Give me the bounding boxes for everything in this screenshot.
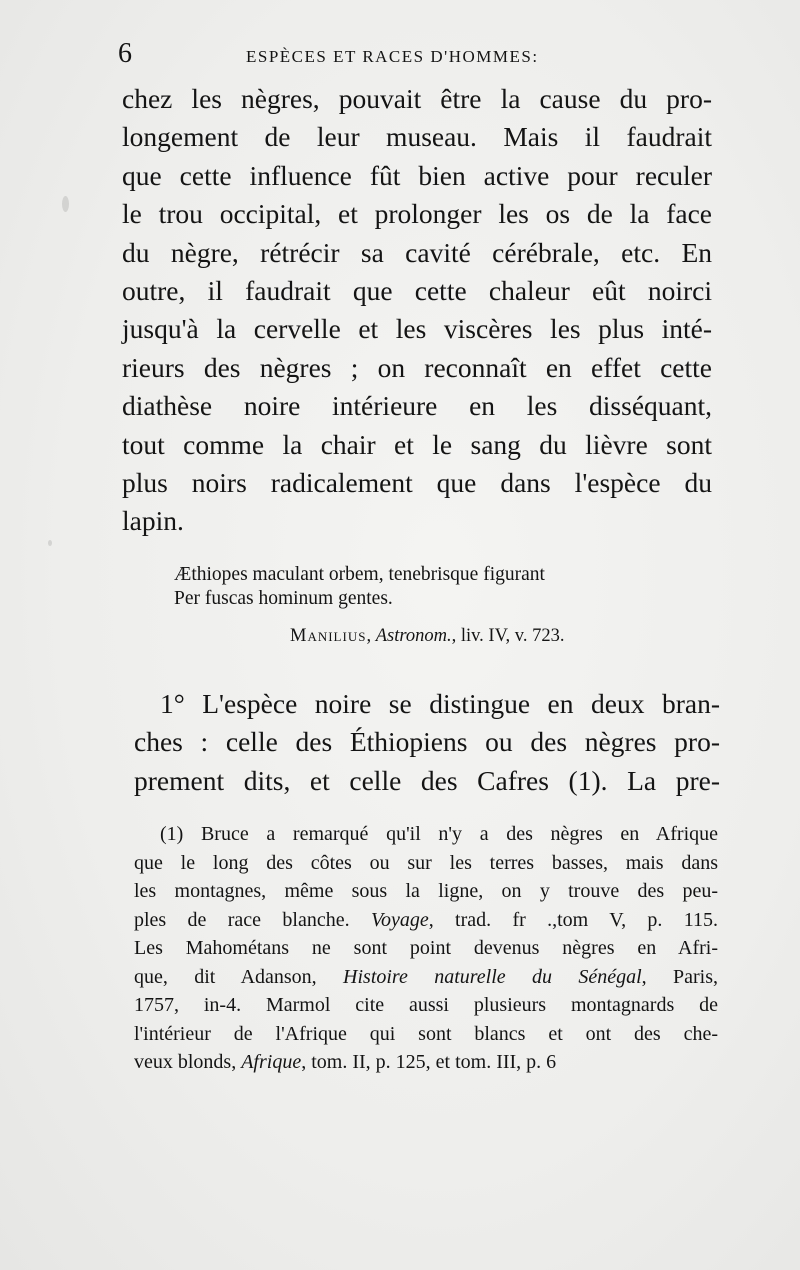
footnote-line: que le long des côtes ou sur les terres basses, mais dans bbox=[134, 851, 718, 874]
text-line: diathèse noire intérieure en les disséquant, bbox=[122, 390, 712, 422]
ink-spot bbox=[62, 196, 69, 212]
text-line: rieurs des nègres ; on reconnaît en effet cette bbox=[122, 351, 712, 383]
page-number: 6 bbox=[118, 38, 132, 69]
quote-line: Per fuscas hominum gentes. bbox=[174, 588, 393, 609]
text-line: prement dits, et celle des Cafres (1). La pre- bbox=[134, 764, 720, 796]
footnote-line bbox=[134, 906, 718, 935]
ink-spot bbox=[48, 540, 52, 546]
footnote-line: Les Mahométans ne sont point devenus nègres en Afri- bbox=[134, 937, 718, 959]
footnote bbox=[134, 820, 718, 1077]
quote-reference: liv. IV, v. 723. bbox=[460, 626, 565, 646]
text-line: outre, il faudrait que cette chaleur eût noirci bbox=[122, 274, 712, 306]
footnote-line: les montagnes, même sous la ligne, on y trouve des peu- bbox=[134, 880, 718, 902]
footnote-title: Histoire naturelle du Sénégal bbox=[343, 965, 642, 988]
text-line: longement de leur museau. Mais il faudrait bbox=[122, 121, 712, 153]
footnote-text: ples de race blanche. bbox=[134, 908, 350, 931]
text-line: 1° L'espèce noire se distingue en deux bran- bbox=[160, 688, 720, 719]
footnote-line: l'intérieur de l'Afrique qui sont blancs et ont des che- bbox=[134, 1022, 718, 1045]
footnote-title: Afrique bbox=[241, 1051, 302, 1073]
latin-quote bbox=[174, 563, 664, 611]
text-line: que cette influence fût bien active pour reculer bbox=[122, 159, 712, 191]
text-line: le trou occipital, et prolonger les os de la face bbox=[122, 198, 712, 230]
text-line: lapin. bbox=[122, 505, 184, 537]
footnote-line: 1757, in-4. Marmol cite aussi plusieurs montagnards de bbox=[134, 994, 718, 1016]
quote-attribution: Manilius, Astronom., liv. IV, v. 723. bbox=[290, 626, 565, 646]
quote-author: Manilius bbox=[290, 626, 367, 646]
text-line: plus noirs radicalement que dans l'espèce du bbox=[122, 466, 712, 498]
text-line: ches : celle des Éthiopiens ou des nègres pro- bbox=[134, 726, 720, 758]
text-line: tout comme la chair et le sang du lièvre sont bbox=[122, 428, 712, 460]
footnote-text: veux blonds, bbox=[134, 1051, 237, 1073]
quote-line: Æthiopes maculant orbem, tenebrisque figurant bbox=[174, 564, 545, 585]
footnote-text: , tom. II, p. 125, et tom. III, p. 6 bbox=[301, 1051, 557, 1073]
main-paragraph bbox=[122, 80, 712, 541]
footnote-title: Voyage bbox=[370, 908, 429, 931]
footnote-text: , Paris, bbox=[641, 965, 718, 988]
footnote-line bbox=[134, 1048, 718, 1077]
text-line: jusqu'à la cervelle et les viscères les plus inté- bbox=[122, 313, 712, 345]
footnote-text: que, dit Adanson, bbox=[134, 965, 317, 988]
text-line: chez les nègres, pouvait être la cause du pro- bbox=[122, 83, 712, 114]
footnote-line bbox=[134, 963, 718, 992]
footnote-line: (1) Bruce a remarqué qu'il n'y a des nègres en Afrique bbox=[160, 823, 718, 845]
quote-work: Astronom. bbox=[375, 626, 452, 646]
running-title: ESPÈCES ET RACES D'HOMMES: bbox=[246, 47, 539, 66]
footnote-text: , trad. fr .,tom V, p. 115. bbox=[428, 908, 719, 931]
page-header bbox=[118, 38, 718, 78]
text-line: du nègre, rétrécir sa cavité cérébrale, etc. En bbox=[122, 236, 712, 268]
section-paragraph bbox=[134, 685, 720, 800]
